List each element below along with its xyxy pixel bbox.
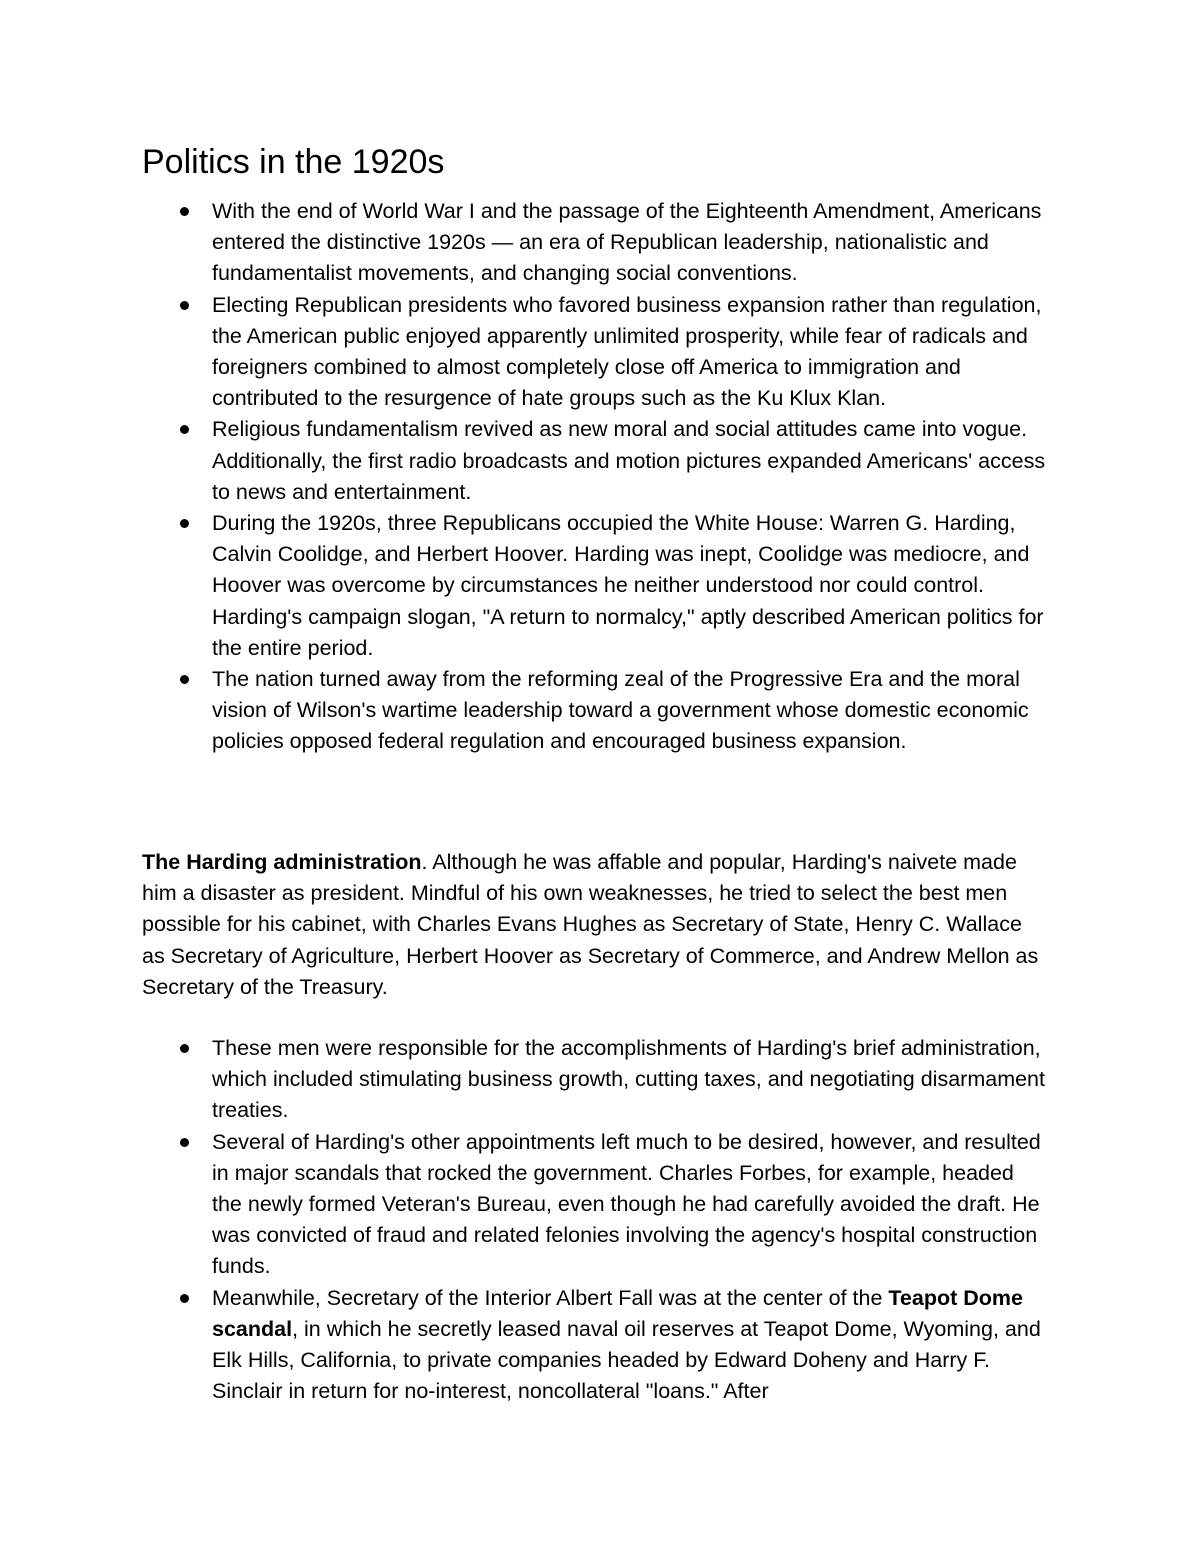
list-item-text: With the end of World War I and the passage of the Eighteenth Amendment, Americans entered the distinctive 1920s — an era of Republican leadership, nationalistic and fundamentalist movements, and changing social conventions. <box>212 199 1042 286</box>
teapot-before: Meanwhile, Secretary of the Interior Albert Fall was at the center of the <box>212 1285 889 1310</box>
intro-bullet-list <box>0 196 1048 758</box>
list-item-text: Several of Harding's other appointments left much to be desired, however, and resulted in major scandals that rocked the government. Charles Forbes, for example, headed the newly formed Veteran's Bureau, even though he had carefully avoided the draft. He was convicted of fraud and related felonies involving the agency's hospital construction funds. <box>212 1129 1041 1279</box>
list-item-text: Religious fundamentalism revived as new moral and social attitudes came into vogue. Additionally, the first radio broadcasts and motion pictures expanded Americans' access to news and entertainment. <box>212 417 1046 504</box>
bullet-icon <box>180 301 189 310</box>
list-item <box>0 290 1048 415</box>
harding-heading: The Harding administration <box>142 850 422 874</box>
bullet-icon <box>180 425 189 434</box>
page-title: Politics in the 1920s <box>142 143 445 181</box>
intro-section <box>0 196 1048 758</box>
list-item <box>0 1283 1048 1408</box>
list-item <box>0 414 1048 508</box>
list-item <box>0 1127 1048 1283</box>
bullet-icon <box>180 675 189 684</box>
list-item-text: The nation turned away from the reforming zeal of the Progressive Era and the moral vision of Wilson's wartime leadership toward a government whose domestic economic policies opposed federal regulation and encouraged business expansion. <box>212 667 1029 754</box>
list-item-text: During the 1920s, three Republicans occupied the White House: Warren G. Harding, Calvin Coolidge, and Herbert Hoover. Harding was inept, Coolidge was mediocre, and Hoover was overcome by circumstances he neither understood nor could control. Harding's campaign slogan, "A return to normalcy," aptly described American politics for the entire period. <box>212 511 1044 660</box>
list-item <box>0 508 1048 664</box>
harding-section <box>0 847 1048 1003</box>
teapot-after: , in which he secretly leased naval oil reserves at Teapot Dome, Wyoming, and Elk Hills, California, to private companies headed by Edward Doheny and Harry F. Sinclair in return for no-interest, noncollateral "loans." After <box>212 1316 1041 1404</box>
harding-details-section <box>0 1033 1048 1407</box>
bullet-icon <box>180 1294 189 1303</box>
teapot-dome-term: Teapot Dome scandal <box>212 1285 1023 1341</box>
harding-bullet-list <box>0 1033 1048 1407</box>
bullet-icon <box>180 519 189 528</box>
harding-text: . Although he was affable and popular, Harding's naivete made him a disaster as president. Mindful of his own weaknesses, he tried to select the best men possible for his cabinet, with Charles Evans Hughes as Secretary of State, Henry C. Wallace as Secretary of Agriculture, Herbert Hoover as Secretary of Commerce, and Andrew Mellon as Secretary of the Treasury. <box>142 850 1039 999</box>
list-item-text: These men were responsible for the accomplishments of Harding's brief administration, which included stimulating business growth, cutting taxes, and negotiating disarmament treaties. <box>212 1036 1045 1123</box>
bullet-icon <box>180 1044 189 1053</box>
list-item <box>0 1033 1048 1127</box>
list-item-text: Electing Republican presidents who favored business expansion rather than regulation, the American public enjoyed apparently unlimited prosperity, while fear of radicals and foreigners combined to almost completely close off America to immigration and contributed to the resurgence of hate groups such as the Ku Klux Klan. <box>212 292 1042 411</box>
list-item <box>0 196 1048 290</box>
bullet-icon <box>180 207 189 216</box>
bullet-icon <box>180 1138 189 1147</box>
harding-paragraph <box>0 847 1048 1003</box>
list-item <box>0 664 1048 758</box>
